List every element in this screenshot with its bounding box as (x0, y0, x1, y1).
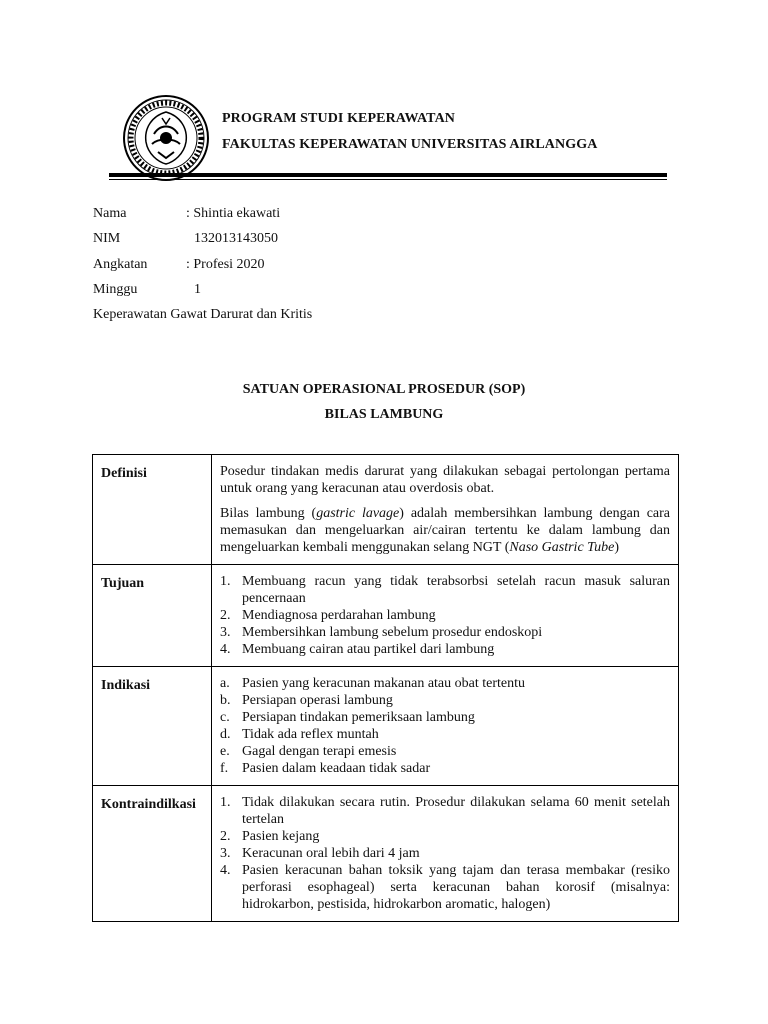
sop-table (92, 454, 679, 922)
list-item (220, 624, 670, 641)
list-text: Pasien keracunan bahan toksik yang tajam dan terasa membakar (resiko perforasi esophageal) serta keracunan bahan korosif (misalnya: hidrokarbon, pestisida, hidrokarbon aromatic, halogen) (242, 863, 670, 912)
list-text: Mendiagnosa perdarahan lambung (242, 608, 436, 623)
kontraindikasi-label: Kontraindilkasi (93, 786, 212, 922)
minggu-value: 1 (194, 282, 201, 297)
list-text: Pasien yang keracunan makanan atau obat tertentu (242, 676, 525, 691)
list-item (220, 675, 670, 692)
nim-label: NIM (93, 231, 121, 246)
definisi-term-italic: gastric lavage (316, 506, 400, 521)
list-item (220, 794, 670, 828)
table-row-indikasi (93, 667, 679, 786)
list-item (220, 692, 670, 709)
list-marker: 1. (220, 574, 231, 589)
nim-value: 132013143050 (194, 231, 278, 246)
definisi-text: ) adalah membersihkan lambung dengan cara memasukan dan mengeluarkan air/cairan tertentu ke dalam lambung dan mengeluarkan kembali menggunakan selang NGT ( (220, 506, 670, 555)
tujuan-list (220, 573, 670, 658)
minggu-label: Minggu (93, 282, 138, 297)
list-item (220, 641, 670, 658)
program-title: PROGRAM STUDI KEPERAWATAN (222, 111, 455, 126)
list-item (220, 709, 670, 726)
list-marker: 1. (220, 795, 231, 810)
list-item (220, 607, 670, 624)
list-text: Membersihkan lambung sebelum prosedur endoskopi (242, 625, 543, 640)
list-marker: e. (220, 744, 230, 759)
list-marker: 3. (220, 846, 231, 861)
definisi-paragraph-1: Posedur tindakan medis darurat yang dilakukan sebagai pertolongan pertama untuk orang yang keracunan atau overdosis obat. (220, 464, 670, 496)
kontraindikasi-content (212, 786, 679, 922)
table-row-definisi (93, 455, 679, 565)
list-marker: 3. (220, 625, 231, 640)
list-text: Gagal dengan terapi emesis (242, 744, 397, 759)
list-text: Tidak ada reflex muntah (242, 727, 379, 742)
list-item (220, 845, 670, 862)
course-name: Keperawatan Gawat Darurat dan Kritis (93, 307, 313, 322)
list-item (220, 760, 670, 777)
list-marker: b. (220, 693, 231, 708)
list-item (220, 573, 670, 607)
list-item (220, 828, 670, 845)
list-item (220, 743, 670, 760)
list-marker: a. (220, 676, 230, 691)
list-marker: c. (220, 710, 230, 725)
list-text: Pasien kejang (242, 829, 320, 844)
header-rule-thin (109, 179, 667, 180)
angkatan-value: : Profesi 2020 (186, 257, 265, 272)
list-text: Tidak dilakukan secara rutin. Prosedur dilakukan selama 60 menit setelah tertelan (242, 795, 670, 827)
definisi-label: Definisi (93, 455, 212, 565)
angkatan-label: Angkatan (93, 257, 148, 272)
list-marker: 4. (220, 863, 231, 878)
list-text: Persiapan operasi lambung (242, 693, 393, 708)
nama-value: : Shintia ekawati (186, 206, 281, 221)
list-marker: f. (220, 761, 229, 776)
indikasi-content (212, 667, 679, 786)
definisi-paragraph-2 (220, 505, 670, 556)
list-marker: d. (220, 727, 231, 742)
table-row-tujuan (93, 565, 679, 667)
list-marker: 2. (220, 829, 231, 844)
definisi-content (212, 455, 679, 565)
list-marker: 2. (220, 608, 231, 623)
list-text: Keracunan oral lebih dari 4 jam (242, 846, 420, 861)
tujuan-content (212, 565, 679, 667)
sop-subtitle: BILAS LAMBUNG (324, 407, 444, 422)
table-row-kontraindikasi (93, 786, 679, 922)
indikasi-list (220, 675, 670, 777)
definisi-text: ) (614, 540, 620, 555)
indikasi-label: Indikasi (93, 667, 212, 786)
nama-label: Nama (93, 206, 127, 221)
definisi-term-italic: Naso Gastric Tube (509, 540, 615, 555)
list-item (220, 726, 670, 743)
list-text: Persiapan tindakan pemeriksaan lambung (242, 710, 475, 725)
definisi-text: Bilas lambung ( (220, 506, 317, 521)
sop-title: SATUAN OPERASIONAL PROSEDUR (SOP) (242, 382, 526, 397)
list-text: Membuang racun yang tidak terabsorbsi setelah racun masuk saluran pencernaan (242, 574, 670, 606)
list-text: Pasien dalam keadaan tidak sadar (242, 761, 431, 776)
faculty-title: FAKULTAS KEPERAWATAN UNIVERSITAS AIRLANGGA (222, 137, 598, 152)
tujuan-label: Tujuan (93, 565, 212, 667)
header-rule-thick (109, 173, 667, 177)
list-item (220, 862, 670, 913)
university-seal-logo (122, 94, 210, 182)
list-text: Membuang cairan atau partikel dari lambung (242, 642, 495, 657)
list-marker: 4. (220, 642, 231, 657)
kontraindikasi-list (220, 794, 670, 913)
